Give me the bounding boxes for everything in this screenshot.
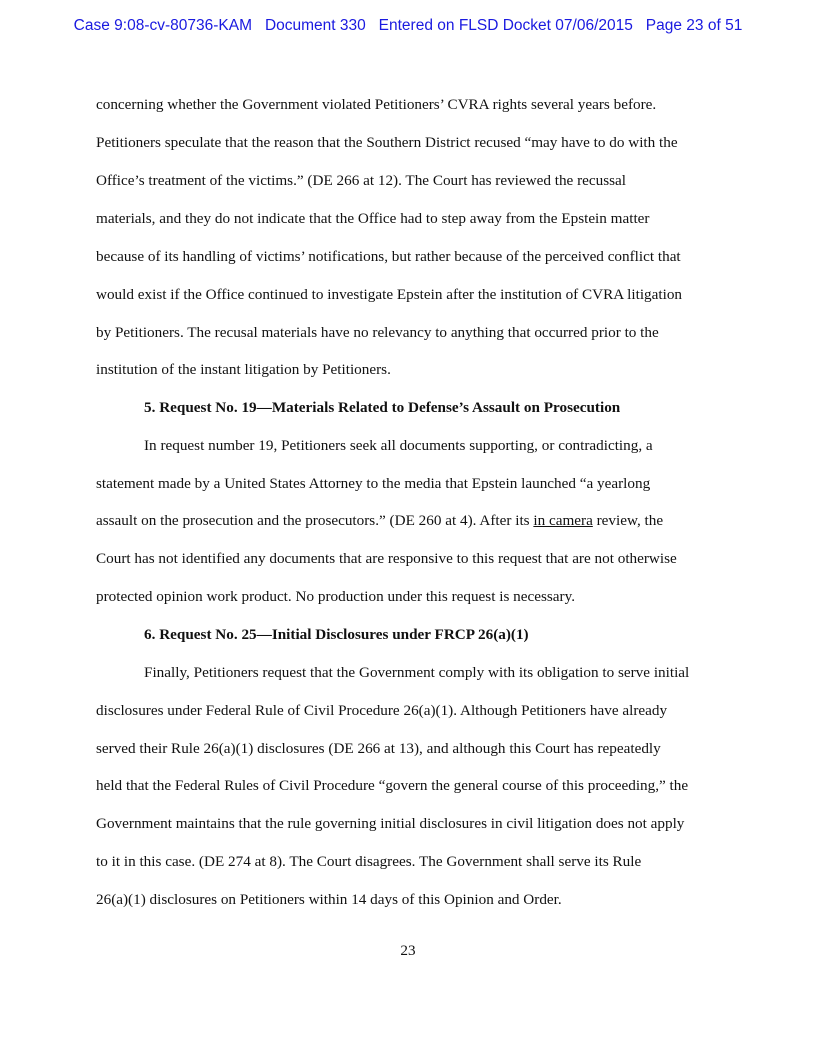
page-indicator: Page 23 of 51: [645, 17, 743, 34]
paragraph1-line: Office’s treatment of the victims.” (DE 266 at 12). The Court has reviewed the recussal: [96, 172, 626, 189]
page-number: 23: [400, 942, 416, 959]
paragraph2-line: statement made by a United States Attorney to the media that Epstein launched “a yearlong: [96, 475, 651, 492]
paragraph2-text: assault on the prosecution and the prosecutors.” (DE 260 at 4). After its: [96, 512, 534, 529]
paragraph2-line: Court has not identified any documents that are responsive to this request that are not otherwise: [96, 550, 677, 567]
paragraph1-line: Petitioners speculate that the reason that the Southern District recused “may have to do with the: [96, 134, 678, 151]
paragraph2-line: In request number 19, Petitioners seek all documents supporting, or contradicting, a: [144, 437, 653, 454]
paragraph3-line: Government maintains that the rule governing initial disclosures in civil litigation does not apply: [96, 815, 685, 832]
paragraph3-line: Finally, Petitioners request that the Government comply with its obligation to serve initial: [144, 664, 690, 681]
paragraph3-line: 26(a)(1) disclosures on Petitioners within 14 days of this Opinion and Order.: [96, 891, 562, 908]
paragraph1-line: institution of the instant litigation by Petitioners.: [96, 361, 391, 378]
paragraph3-line: served their Rule 26(a)(1) disclosures (DE 266 at 13), and although this Court has repeatedly: [96, 740, 661, 757]
docket-header: [0, 17, 816, 35]
paragraph2-line: [96, 512, 663, 530]
paragraph1-line: materials, and they do not indicate that the Office had to step away from the Epstein matter: [96, 210, 650, 227]
paragraph1-line: because of its handling of victims’ notifications, but rather because of the perceived conflict that: [96, 248, 681, 265]
paragraph2-line: protected opinion work product. No production under this request is necessary.: [96, 588, 575, 605]
paragraph3-line: to it in this case. (DE 274 at 8). The Court disagrees. The Government shall serve its Rule: [96, 853, 642, 870]
paragraph1-line: by Petitioners. The recusal materials have no relevancy to anything that occurred prior to the: [96, 324, 659, 341]
section-heading-request-25: 6. Request No. 25—Initial Disclosures under FRCP 26(a)(1): [144, 626, 529, 643]
paragraph3-line: held that the Federal Rules of Civil Procedure “govern the general course of this proceeding,” the: [96, 777, 689, 794]
section-heading-request-19: 5. Request No. 19—Materials Related to Defense’s Assault on Prosecution: [144, 399, 621, 416]
paragraph2-text: review, the: [592, 512, 664, 529]
paragraph1-line: concerning whether the Government violated Petitioners’ CVRA rights several years before.: [96, 96, 657, 113]
paragraph1-line: would exist if the Office continued to investigate Epstein after the institution of CVRA litigation: [96, 286, 683, 303]
document-number: Document 330: [264, 17, 366, 34]
in-camera-term: in camera: [533, 512, 593, 529]
paragraph3-line: disclosures under Federal Rule of Civil Procedure 26(a)(1). Although Petitioners have already: [96, 702, 668, 719]
case-number: Case 9:08-cv-80736-KAM: [73, 17, 253, 34]
docket-entry: Entered on FLSD Docket 07/06/2015: [378, 17, 633, 34]
